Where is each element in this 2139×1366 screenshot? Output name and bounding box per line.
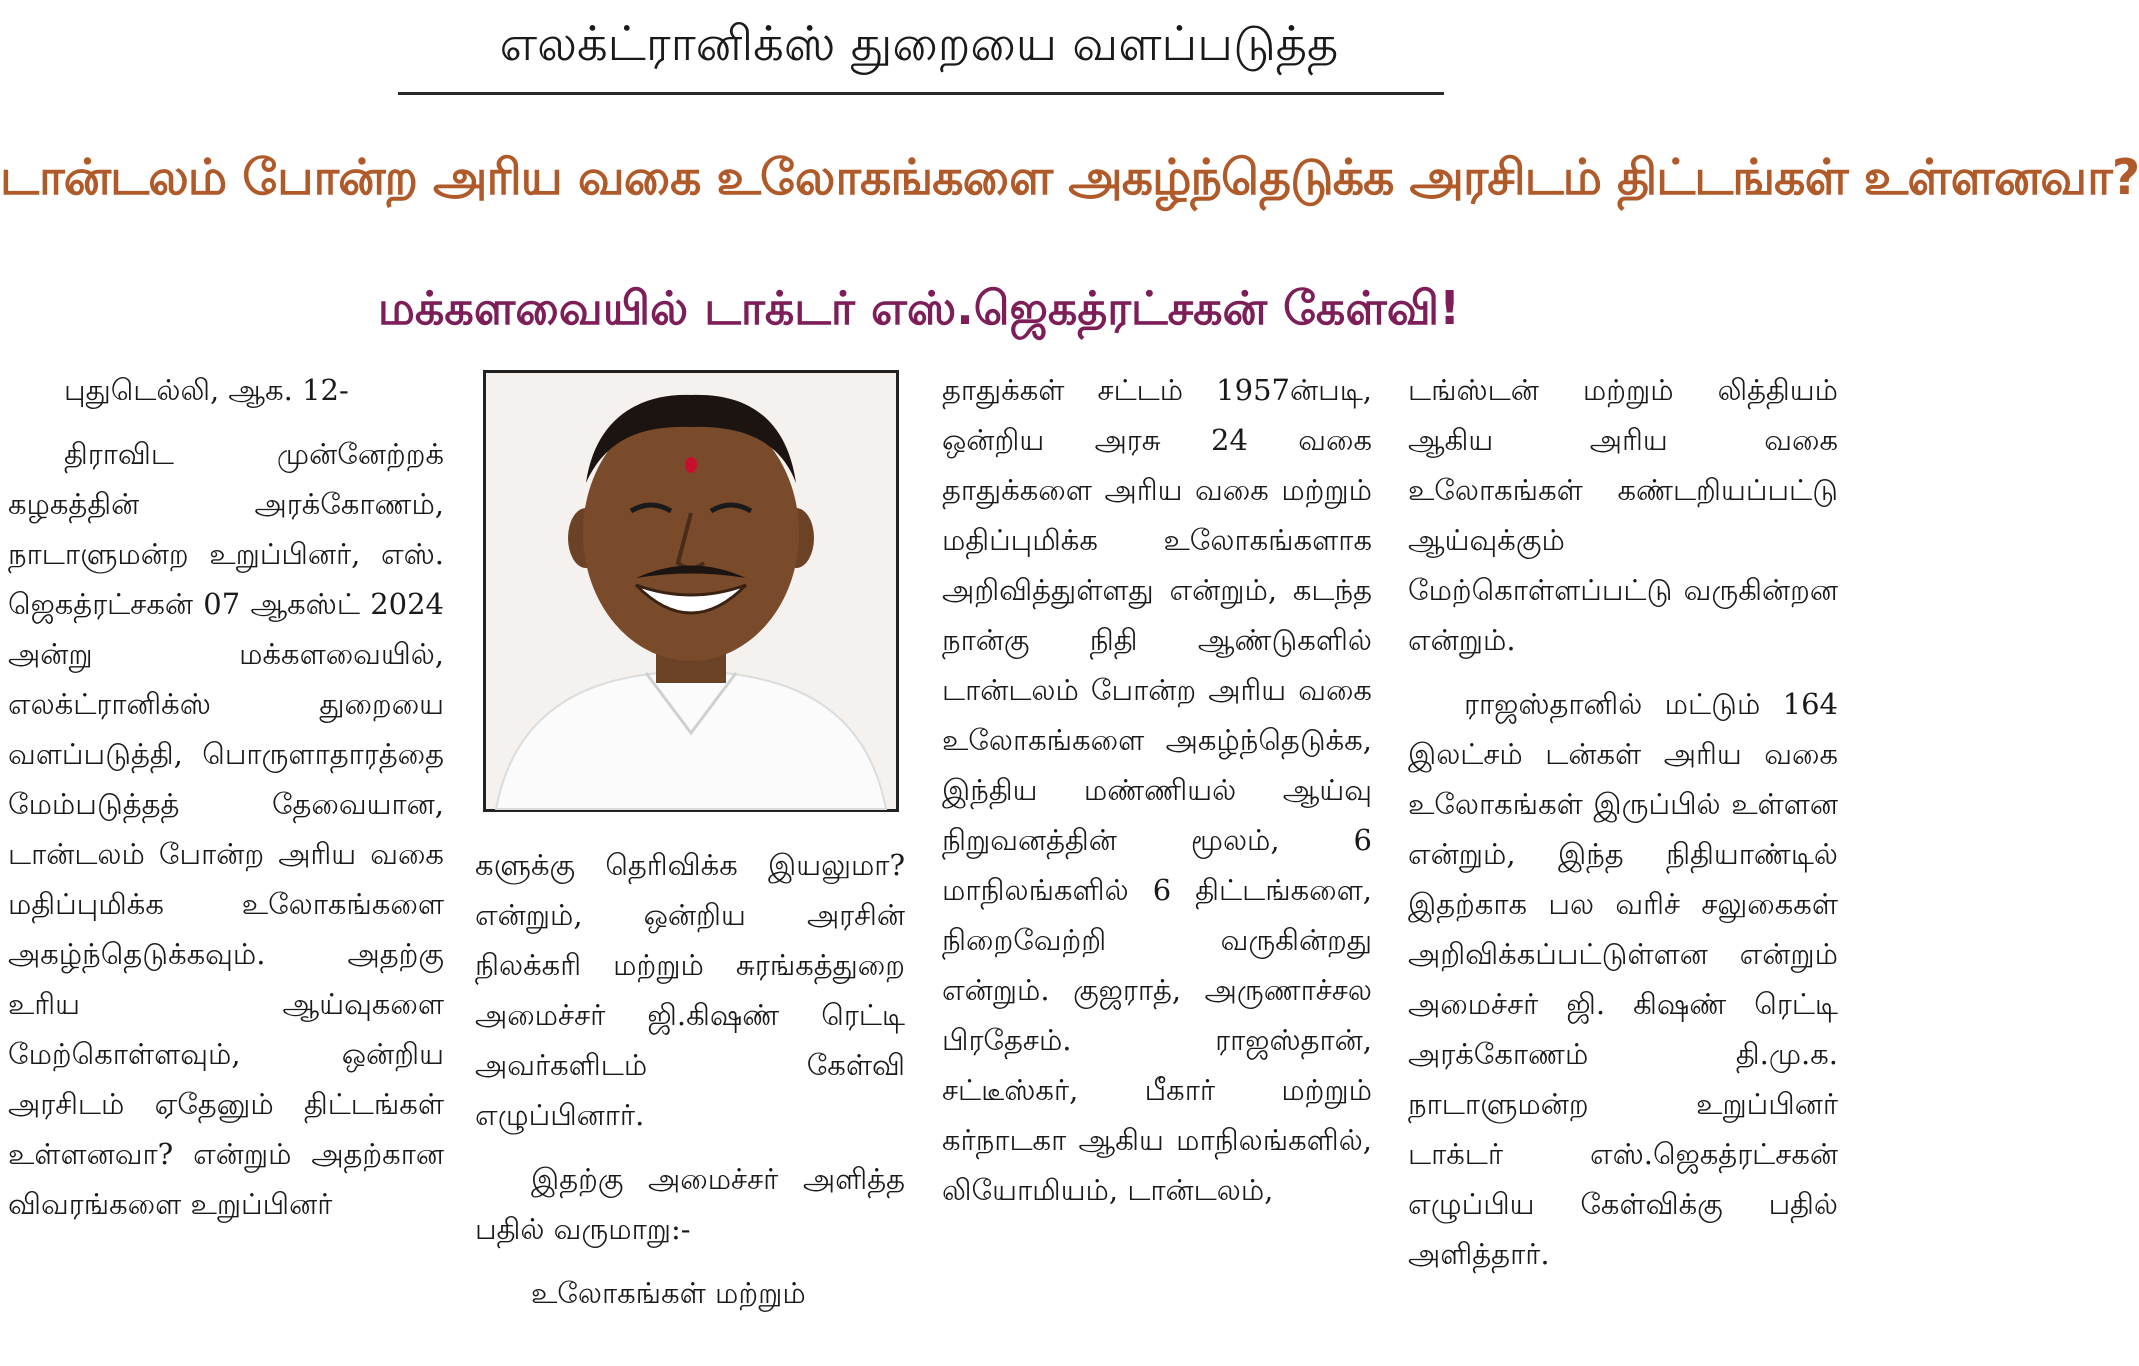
article-column-1	[8, 365, 444, 1229]
article-paragraph: ராஜஸ்தானில் மட்டும் 164 இலட்சம் டன்கள் அரிய வகை உலோகங்கள் இருப்பில் உள்ளன என்றும், இந்த நிதியாண்டில் இதற்காக பல வரிச் சலுகைகள் அறிவிக்கப்பட்டுள்ளன என்றும் அமைச்சர் ஜி. கிஷண் ரெட்டி அரக்கோணம் தி.மு.க. நாடாளுமன்ற உறுப்பினர் டாக்டர் எஸ்.ஜெகத்ரட்சகன் எழுப்பிய கேள்விக்கு பதில் அளித்தார்.	[1408, 687, 1838, 1271]
article-column-3	[942, 365, 1372, 1215]
dateline: புதுடெல்லி, ஆக. 12-	[64, 373, 349, 407]
article-column-2	[475, 840, 905, 1318]
main-headline: டான்டலம் போன்ற அரிய வகை உலோகங்களை அகழ்ந்தெடுக்க அரசிடம் திட்டங்கள் உள்ளனவா?	[0, 149, 2139, 206]
article-paragraph: களுக்கு தெரிவிக்க இயலுமா? என்றும், ஒன்றிய அரசின் நிலக்கரி மற்றும் சுரங்கத்துறை அமைச்சர் ஜி.கிஷண் ரெட்டி அவர்களிடம் கேள்வி எழுப்பினார்.	[475, 848, 905, 1132]
portrait-photo	[483, 370, 899, 812]
article-paragraph: உலோகங்கள் மற்றும்	[531, 1276, 806, 1310]
article-paragraph: தாதுக்கள் சட்டம் 1957ன்படி, ஒன்றிய அரசு 24 வகை தாதுக்களை அரிய வகை மற்றும் மதிப்புமிக்க உலோகங்களாக அறிவித்துள்ளது என்றும், கடந்த நான்கு நிதி ஆண்டுகளில் டான்டலம் போன்ற அரிய வகை உலோகங்களை அகழ்ந்தெடுக்க, இந்திய மண்ணியல் ஆய்வு நிறுவனத்தின் மூலம், 6 மாநிலங்களில் 6 திட்டங்களை, நிறைவேற்றி வருகின்றது என்றும். குஜராத், அருணாச்சல பிரதேசம். ராஜஸ்தான், சட்டீஸ்கர், பீகார் மற்றும் கர்நாடகா ஆகிய மாநிலங்களில், லியோமியம், டான்டலம்,	[942, 373, 1372, 1207]
article-paragraph: இதற்கு அமைச்சர் அளித்த பதில் வருமாறு:-	[475, 1162, 905, 1246]
article-paragraph: டங்ஸ்டன் மற்றும் லித்தியம் ஆகிய அரிய வகை உலோகங்கள் கண்டறியப்பட்டு ஆய்வுக்கும் மேற்கொள்ளப்பட்டு வருகின்றன என்றும்.	[1408, 373, 1838, 657]
kicker-headline: எலக்ட்ரானிக்ஸ் துறையை வளப்படுத்த	[499, 16, 1339, 72]
article-paragraph: திராவிட முன்னேற்றக் கழகத்தின் அரக்கோணம், நாடாளுமன்ற உறுப்பினர், எஸ். ஜெகத்ரட்சகன் 07 ஆகஸ்ட் 2024 அன்று மக்களவையில், எலக்ட்ரானிக்ஸ் துறையை வளப்படுத்தி, பொருளாதாரத்தை மேம்படுத்தத் தேவையான, டான்டலம் போன்ற அரிய வகை மதிப்புமிக்க உலோகங்களை அகழ்ந்தெடுக்கவும். அதற்கு உரிய ஆய்வுகளை மேற்கொள்ளவும், ஒன்றிய அரசிடம் ஏதேனும் திட்டங்கள் உள்ளனவா? என்றும் அதற்கான விவரங்களை உறுப்பினர்	[8, 437, 444, 1221]
kicker-underline	[398, 92, 1444, 95]
article-column-4	[1408, 365, 1838, 1279]
portrait-illustration	[486, 373, 896, 809]
sub-headline: மக்களவையில் டாக்டர் எஸ்.ஜெகத்ரட்சகன் கேள்வி!	[377, 281, 1461, 335]
